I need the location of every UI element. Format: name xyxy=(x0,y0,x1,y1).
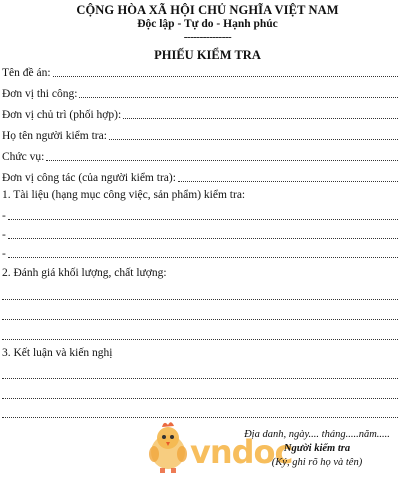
fill-line[interactable] xyxy=(79,96,398,98)
fill-line[interactable] xyxy=(8,237,398,239)
field-lead-unit[interactable] xyxy=(2,106,398,122)
signature-note: (Ký, ghi rõ họ và tên) xyxy=(271,457,363,468)
section-1-item[interactable] xyxy=(2,245,398,261)
bullet: - xyxy=(2,229,6,241)
field-label: Đơn vị thi công: xyxy=(2,88,78,100)
bullet: - xyxy=(2,210,6,222)
field-position[interactable] xyxy=(2,148,398,164)
country-name: CỘNG HÒA XÃ HỘI CHỦ NGHĨA VIỆT NAM xyxy=(76,3,339,17)
fill-line[interactable] xyxy=(46,159,398,161)
field-inspector-name[interactable] xyxy=(2,127,398,143)
fill-line[interactable] xyxy=(2,416,398,418)
national-motto: Độc lập - Tự do - Hạnh phúc xyxy=(137,18,278,30)
fill-line[interactable] xyxy=(123,117,398,119)
fill-line[interactable] xyxy=(8,256,398,258)
fill-line[interactable] xyxy=(2,338,398,340)
header-separator: --------------- xyxy=(183,31,232,43)
section-3-line[interactable] xyxy=(2,386,398,402)
section-1-heading: 1. Tài liệu (hạng mục công việc, sản phẩm) kiểm tra: xyxy=(2,189,246,201)
place-date: Địa danh, ngày.... tháng.....năm..... xyxy=(244,429,390,440)
bullet: - xyxy=(2,248,6,260)
fill-line[interactable] xyxy=(2,318,398,320)
fill-line[interactable] xyxy=(2,397,398,399)
section-2-line[interactable] xyxy=(2,307,398,323)
field-label: Đơn vị công tác (của người kiểm tra): xyxy=(2,172,176,184)
fill-line[interactable] xyxy=(53,75,398,77)
section-1-item[interactable] xyxy=(2,207,398,223)
field-label: Đơn vị chủ trì (phối hợp): xyxy=(2,109,122,121)
field-label: Tên đề án: xyxy=(2,67,51,79)
field-project-name[interactable] xyxy=(2,64,398,80)
section-2-line[interactable] xyxy=(2,287,398,303)
section-3-heading: 3. Kết luận và kiến nghị xyxy=(2,347,113,359)
watermark-logo-text: vndoc xyxy=(190,433,293,471)
fill-line[interactable] xyxy=(2,298,398,300)
section-3-line[interactable] xyxy=(2,405,398,421)
signer-role: Người kiểm tra xyxy=(283,443,351,454)
fill-line[interactable] xyxy=(178,180,398,182)
fill-line[interactable] xyxy=(109,138,398,140)
field-label: Họ tên người kiểm tra: xyxy=(2,130,107,142)
chicken-mascot-icon xyxy=(144,418,190,474)
section-3-line[interactable] xyxy=(2,366,398,382)
form-title: PHIẾU KIỂM TRA xyxy=(154,48,261,62)
field-label: Chức vụ: xyxy=(2,151,45,163)
fill-line[interactable] xyxy=(2,377,398,379)
fill-line[interactable] xyxy=(8,218,398,220)
section-2-line[interactable] xyxy=(2,327,398,343)
section-1-item[interactable] xyxy=(2,226,398,242)
field-construction-unit[interactable] xyxy=(2,85,398,101)
field-inspector-unit[interactable] xyxy=(2,169,398,185)
section-2-heading: 2. Đánh giá khối lượng, chất lượng: xyxy=(2,267,167,279)
